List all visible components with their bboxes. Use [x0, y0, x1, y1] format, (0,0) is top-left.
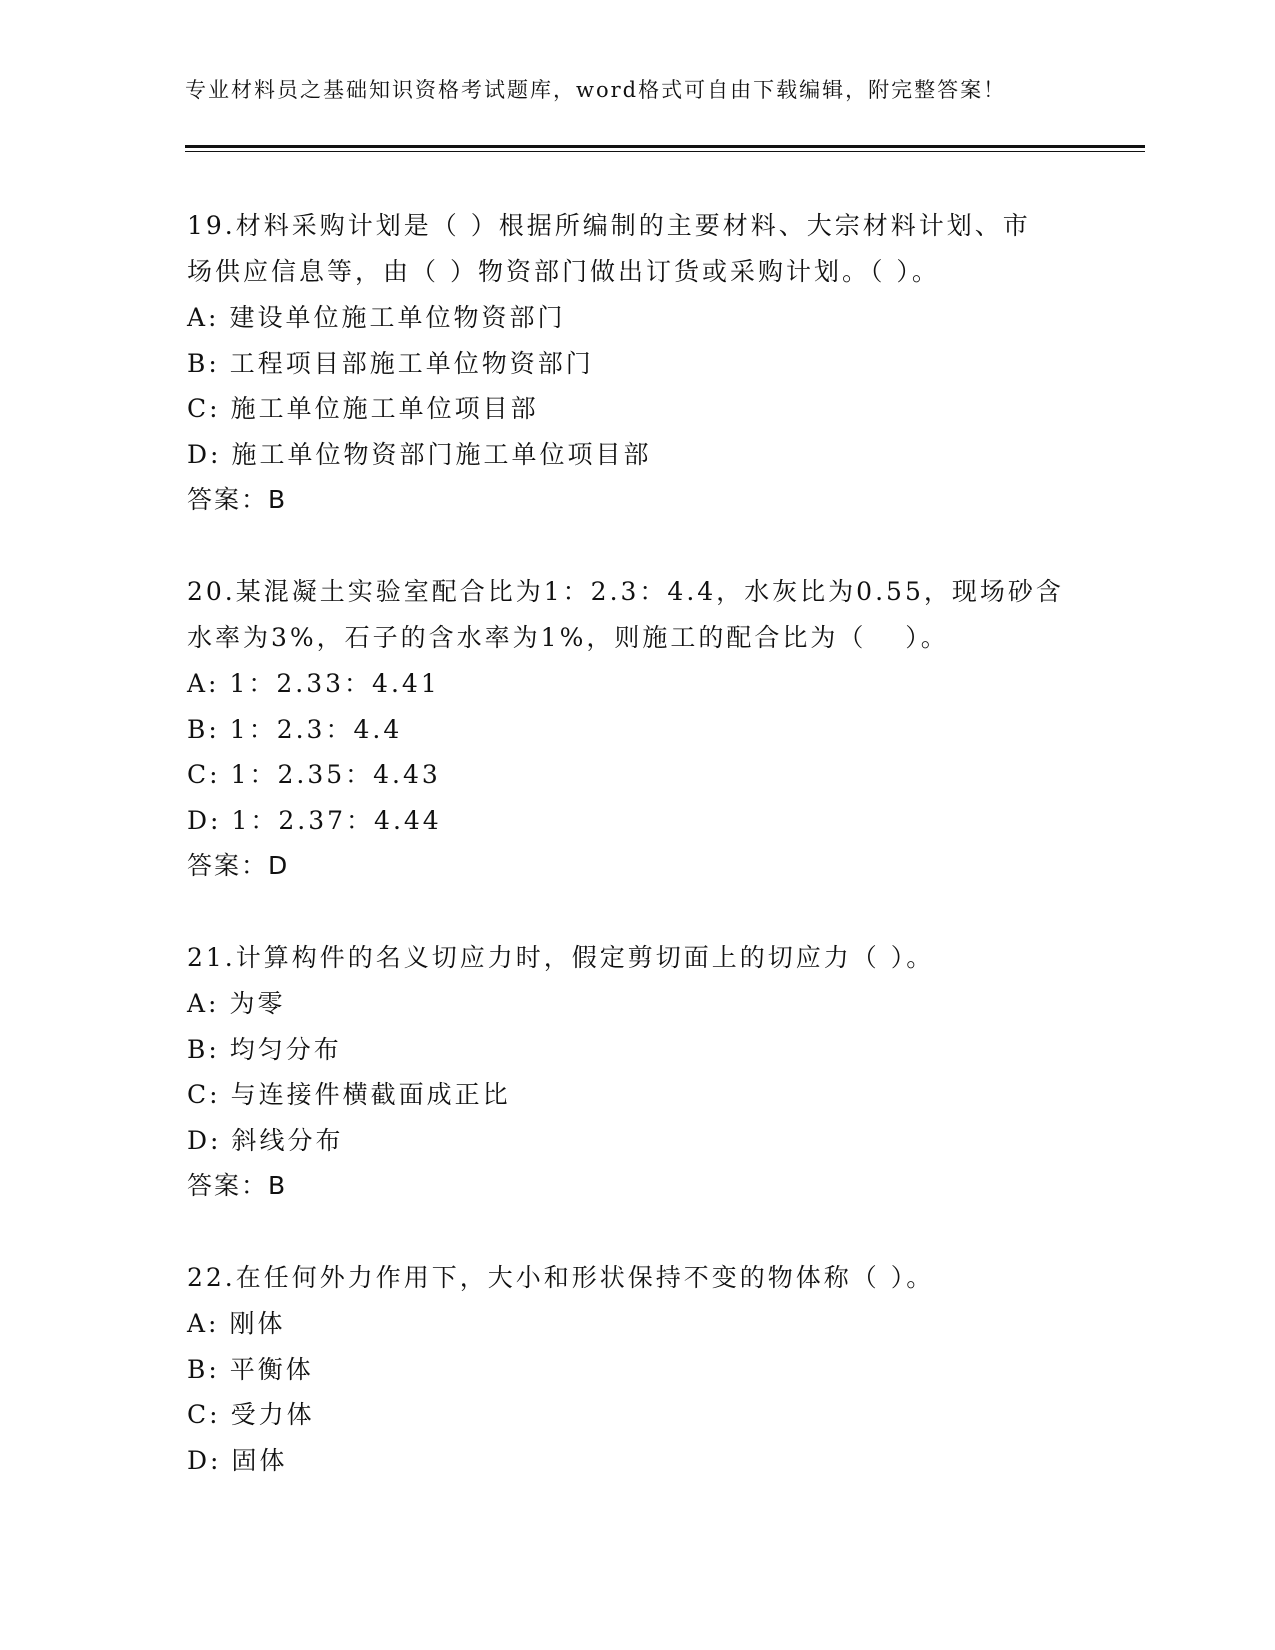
option-text: 建设单位施工单位物资部门 — [229, 303, 566, 332]
option-text: 与连接件横截面成正比 — [230, 1080, 511, 1109]
option-d — [187, 798, 1087, 844]
option-c — [187, 1392, 1087, 1438]
answer-line: 答案：B — [187, 1171, 288, 1200]
option-b — [187, 707, 1087, 753]
question-stem-line: 19.材料采购计划是（ ）根据所编制的主要材料、大宗材料计划、市 — [187, 211, 1031, 240]
option-letter: D: — [187, 1125, 222, 1155]
option-letter: A: — [187, 989, 220, 1018]
answer-line: 答案：D — [187, 851, 290, 880]
option-letter: A: — [187, 1309, 220, 1338]
option-text: 1：2.35：4.43 — [230, 760, 441, 789]
option-letter: C: — [187, 1400, 221, 1429]
option-b — [187, 341, 1087, 387]
option-c — [187, 1072, 1087, 1118]
option-letter: D: — [187, 1445, 222, 1475]
answer-line: 答案：B — [187, 485, 288, 514]
question-stem-line: 21.计算构件的名义切应力时，假定剪切面上的切应力（ ）。 — [187, 943, 935, 972]
question-stem-line: 22.在任何外力作用下，大小和形状保持不变的物体称（ ）。 — [187, 1263, 935, 1292]
question-stem-line: 20.某混凝土实验室配合比为1：2.3：4.4，水灰比为0.55，现场砂含 — [187, 577, 1064, 606]
question-22 — [187, 1255, 1087, 1483]
option-text: 1：2.3：4.4 — [229, 714, 403, 744]
option-d — [187, 1438, 1087, 1484]
option-text: 1：2.33：4.41 — [229, 669, 440, 698]
option-text: 平衡体 — [229, 1354, 314, 1384]
option-a — [187, 1301, 1087, 1347]
option-text: 均匀分布 — [229, 1034, 342, 1064]
option-letter: D: — [187, 439, 222, 469]
option-text: 施工单位物资部门施工单位项目部 — [231, 439, 652, 469]
option-text: 固体 — [231, 1445, 288, 1475]
option-letter: C: — [187, 394, 221, 423]
option-a — [187, 295, 1087, 341]
option-text: 1：2.37：4.44 — [231, 805, 442, 835]
option-text: 受力体 — [230, 1400, 315, 1429]
option-letter: B: — [187, 714, 220, 744]
option-text: 刚体 — [229, 1309, 286, 1338]
question-19 — [187, 203, 1087, 523]
option-letter: A: — [187, 669, 220, 698]
header-divider-thin — [185, 151, 1145, 152]
question-stem-line: 水率为3%，石子的含水率为1%，则施工的配合比为（ ）。 — [187, 623, 949, 652]
option-c — [187, 752, 1087, 798]
option-letter: B: — [187, 1034, 220, 1064]
option-a — [187, 661, 1087, 707]
option-c — [187, 386, 1087, 432]
question-stem-line: 场供应信息等，由（ ）物资部门做出订货或采购计划。（ ）。 — [187, 257, 940, 286]
option-a — [187, 981, 1087, 1027]
option-text: 工程项目部施工单位物资部门 — [229, 348, 594, 378]
option-letter: C: — [187, 1080, 221, 1109]
option-d — [187, 1118, 1087, 1164]
option-letter: D: — [187, 805, 222, 835]
question-21 — [187, 935, 1087, 1209]
page-header: 专业材料员之基础知识资格考试题库，word格式可自由下载编辑，附完整答案！ — [185, 78, 1007, 102]
option-letter: C: — [187, 760, 221, 789]
option-letter: B: — [187, 1354, 220, 1384]
option-letter: B: — [187, 348, 220, 378]
option-text: 为零 — [229, 989, 286, 1018]
header-divider-thick — [185, 145, 1145, 148]
option-text: 施工单位施工单位项目部 — [230, 394, 539, 423]
option-letter: A: — [187, 303, 220, 332]
option-b — [187, 1027, 1087, 1073]
option-b — [187, 1347, 1087, 1393]
option-text: 斜线分布 — [231, 1125, 344, 1155]
question-20 — [187, 569, 1087, 889]
question-list — [187, 203, 1087, 1529]
option-d — [187, 432, 1087, 478]
